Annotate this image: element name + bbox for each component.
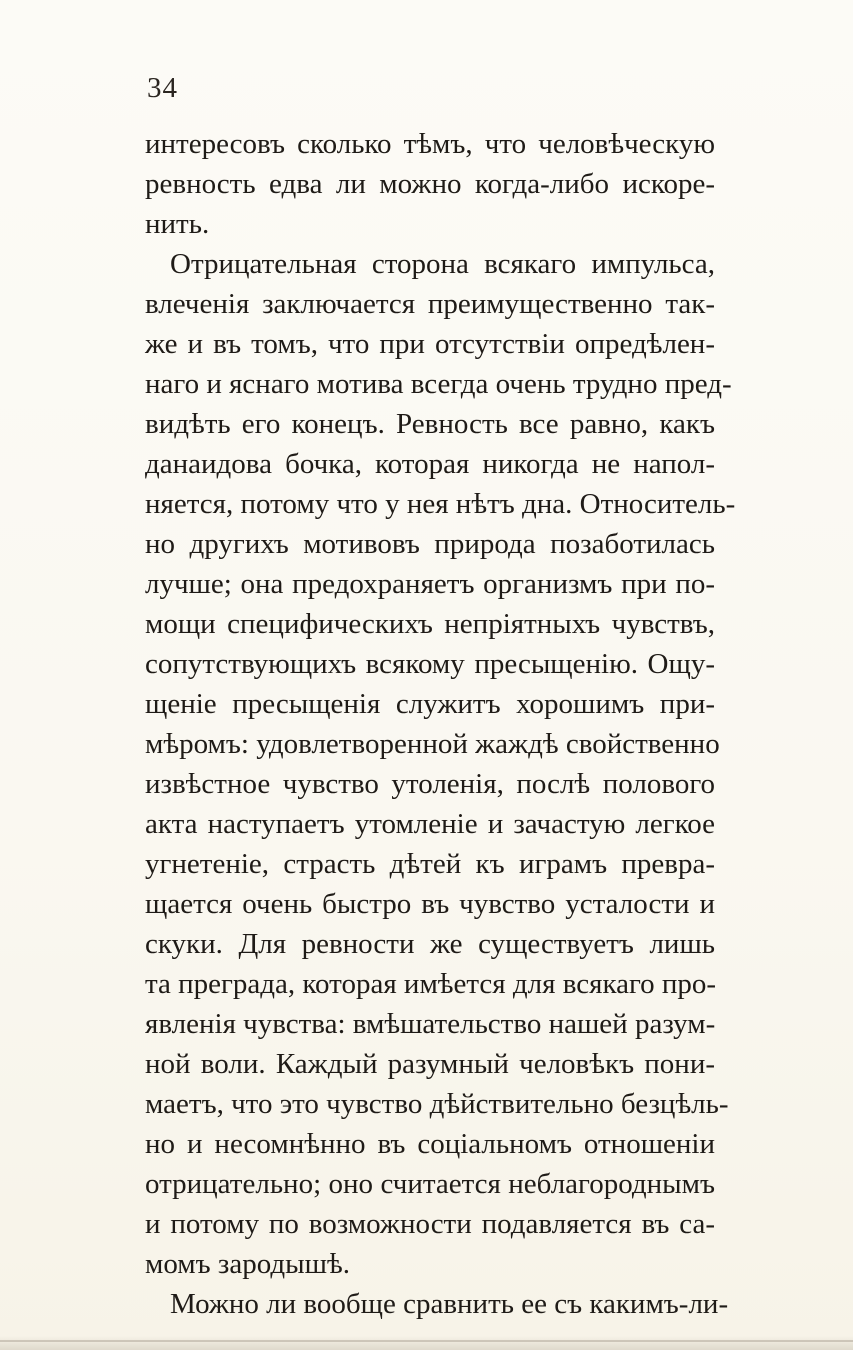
text-line: явленія чувства: вмѣшательство нашей разум- bbox=[145, 1008, 716, 1040]
text-line: лучше; она предохраняетъ организмъ при по- bbox=[145, 568, 715, 600]
text-line: но другихъ мотивовъ природа позаботилась bbox=[145, 528, 715, 560]
text-line: ной воли. Каждый разумный человѣкъ пони- bbox=[145, 1048, 715, 1080]
text-line: мѣромъ: удовлетворенной жаждѣ свойственно bbox=[145, 728, 720, 760]
text-line: угнетеніе, страсть дѣтей къ играмъ превра- bbox=[145, 848, 715, 880]
text-line: щеніе пресыщенія служитъ хорошимъ при- bbox=[145, 688, 715, 720]
page-number: 34 bbox=[147, 72, 178, 104]
text-line: Можно ли вообще сравнить ее съ какимъ-ли- bbox=[170, 1288, 729, 1320]
text-line: влеченія заключается преимущественно так- bbox=[145, 288, 715, 320]
text-line: отрицательно; оно считается неблагороднымъ bbox=[145, 1168, 715, 1200]
text-line: акта наступаетъ утомленіе и зачастую легкое bbox=[145, 808, 715, 840]
text-line: мощи специфическихъ непріятныхъ чувствъ, bbox=[145, 608, 715, 640]
text-line: видѣть его конецъ. Ревность все равно, какъ bbox=[145, 408, 715, 440]
text-line: та преграда, которая имѣется для всякаго про- bbox=[145, 968, 717, 1000]
text-line: же и въ томъ, что при отсутствіи опредѣлен- bbox=[145, 328, 715, 360]
text-line: нить. bbox=[145, 208, 210, 240]
text-line: маетъ, что это чувство дѣйствительно безцѣль- bbox=[145, 1088, 729, 1120]
text-line: щается очень быстро въ чувство усталости и bbox=[145, 888, 715, 920]
text-line: извѣстное чувство утоленія, послѣ полового bbox=[145, 768, 715, 800]
text-line: Отрицательная сторона всякаго импульса, bbox=[170, 248, 715, 280]
text-line: скуки. Для ревности же существуетъ лишь bbox=[145, 928, 715, 960]
text-line: момъ зародышѣ. bbox=[145, 1248, 350, 1280]
body-text bbox=[145, 124, 736, 1324]
page-bottom-shadow bbox=[0, 1336, 853, 1350]
text-line: няется, потому что у нея нѣтъ дна. Относитель- bbox=[145, 488, 736, 520]
text-line: данаидова бочка, которая никогда не напол- bbox=[145, 448, 715, 480]
text-line: и потому по возможности подавляется въ са- bbox=[145, 1208, 715, 1240]
text-line: но и несомнѣнно въ соціальномъ отношеніи bbox=[145, 1128, 715, 1160]
text-line: ревность едва ли можно когда-либо искоре- bbox=[145, 168, 715, 200]
text-line: сопутствующихъ всякому пресыщенію. Ощу- bbox=[145, 648, 715, 680]
text-line: наго и яснаго мотива всегда очень трудно пред- bbox=[145, 368, 732, 400]
text-line: интересовъ сколько тѣмъ, что человѣческую bbox=[145, 128, 715, 160]
